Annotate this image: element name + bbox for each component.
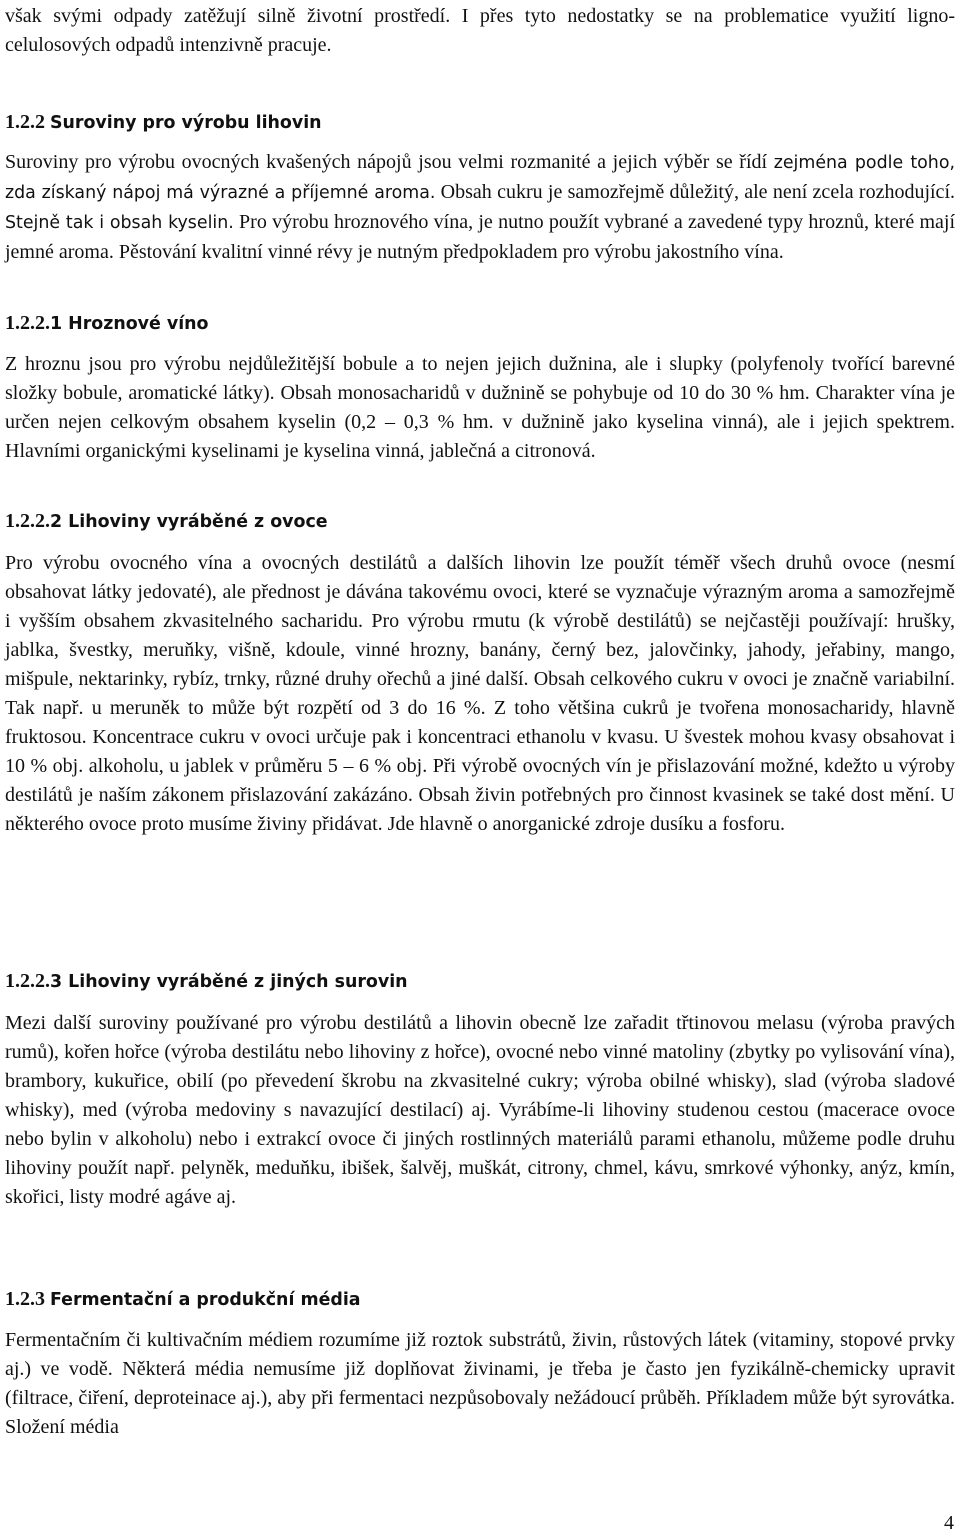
heading-number: 1.2.2. <box>5 510 50 532</box>
intro-line: však svými odpady zatěžují silně životní prostředí. I přes tyto nedostatky se na problematice využití ligno-celulosových odpadů intenzivně pracuje. <box>5 5 955 56</box>
heading-text: 3 Lihoviny vyráběné z jiných surovin <box>50 972 408 992</box>
paragraph-media: Fermentačním či kultivačním médiem rozumíme již roztok substrátů, živin, růstových látek (vitaminy, stopové prvky aj.) ve vodě. Některá média nemusíme již doplňovat živinami, je třeba je často jen fyzikálně-chemicky upravit (filtrace, čiření, deproteinace aj.), aby při fermentaci nezpůsobovaly nežádoucí průběh. Příkladem může být syrovátka. Složení média <box>5 1329 955 1438</box>
section-heading-1-2-2-2 <box>5 507 328 537</box>
section-heading-1-2-2-1 <box>5 309 209 339</box>
text-run: Pro výrobu hroznového vína, je nutno použít vybrané a zavedené typy hroznů, které mají jemné aroma. <box>5 211 955 263</box>
text-run: Obsah cukru je samozřejmě důležitý, ale není zcela rozhodující. <box>435 181 955 203</box>
paragraph-ovoce: Pro výrobu ovocného vína a ovocných destilátů a dalších lihovin lze použít téměř všech druhů ovoce (nesmí obsahovat látky jedovaté), ale přednost je dávána takovému ovoci, které se vyznačuje výrazným aroma a samozřejmě i vyšším obsahem zkvasitelného sacharidu. Pro výrobu rmutu (k výrobě destilátů) se nejčastěji používají: hrušky, jablka, švestky, meruňky, višně, kdoule, vinné hrozny, banány, černý bez, jalovčinky, jahody, jeřabiny, mango, mišpule, nektarinky, rybíz, trnky, různé druhy ořechů a jiné další. Obsah celkového cukru v ovoci je značně variabilní. Tak např. u meruněk to může být rozpětí od 3 do 16 %. Z toho většina cukrů je tvořena monosacharidy, hlavně fruktosou. Koncentrace cukru v ovoci určuje pak i koncentraci ethanolu v kvasu. U švestek mohou kvasy obsahovat i 10 % obj. alkoholu, u jablek v průměru 5 – 6 % obj. Při výrobě ovocných vín je přislazování možné, kdežto u výroby destilátů je naším zákonem přislazování zakázáno. Obsah živin potřebných pro činnost kvasinek se také dost mění. U některého ovoce proto musíme živiny přidávat. Jde hlavně o anorganické zdroje dusíku a fosforu. <box>5 552 955 835</box>
page-number: 4 <box>944 1512 954 1534</box>
heading-text: 1 Hroznové víno <box>50 314 209 334</box>
intro-paragraph <box>5 2 955 60</box>
section-heading-1-2-3 <box>5 1285 361 1315</box>
heading-text: Suroviny pro výrobu lihovin <box>50 113 322 133</box>
section-heading-1-2-2 <box>5 108 322 138</box>
text-run: Suroviny pro výrobu ovocných kvašených nápojů jsou velmi rozmanité a jejich výběr se řídí <box>5 151 774 173</box>
heading-number: 1.2.2. <box>5 970 50 992</box>
heading-text: Fermentační a produkční média <box>50 1290 361 1310</box>
heading-number: 1.2.2 <box>5 111 45 133</box>
heading-number: 1.2.3 <box>5 1288 45 1310</box>
paragraph-suroviny <box>5 148 955 267</box>
paragraph-jine-suroviny: Mezi další suroviny používané pro výrobu destilátů a lihovin obecně lze zařadit třtinovou melasu (výroba pravých rumů), kořen hořce (výroba destilátu nebo lihoviny z hořce), ovocné nebo vinné matoliny (zbytky po vylisování vína), brambory, kukuřice, obilí (po převedení škrobu na zkvasitelné cukry; výroba obilné whisky), slad (výroba sladové whisky), med (výroba medoviny s navazující destilací) aj. Vyrábíme-li lihoviny studenou cestou (macerace ovoce nebo bylin v alkoholu) nebo i extrakcí ovoce či jiných rostlinných materiálů parami ethanolu, můžeme podle druhu lihoviny použít např. pelyněk, meduňku, ibišek, šalvěj, muškát, citrony, chmel, kávu, smrkové výhonky, anýz, kmín, skořici, listy modré agáve aj. <box>5 1012 955 1208</box>
text-run: Stejně tak i obsah kyselin. <box>5 213 234 233</box>
heading-text: 2 Lihoviny vyráběné z ovoce <box>50 512 328 532</box>
paragraph-hroznove-vino: Z hroznu jsou pro výrobu nejdůležitější bobule a to nejen jejich dužnina, ale i slupky (polyfenoly tvořící barevné složky bobule, aromatické látky). Obsah monosacharidů v dužnině se pohybuje od 10 do 30 % hm. Charakter vína je určen nejen celkovým obsahem kyselin (0,2 – 0,3 % hm. v dužnině jako kyselina vinná), ale i jejich spektrem. Hlavními organickými kyselinami je kyselina vinná, jablečná a citronová. <box>5 353 955 462</box>
text-run: zejména podle toho, zda získaný nápoj má výrazné a příjemné aroma. <box>5 153 955 203</box>
heading-number: 1.2.2. <box>5 312 50 334</box>
text-run: Pěstování kvalitní vinné révy je nutným předpokladem pro výrobu jakostního vína. <box>113 241 784 263</box>
section-heading-1-2-2-3 <box>5 967 408 997</box>
